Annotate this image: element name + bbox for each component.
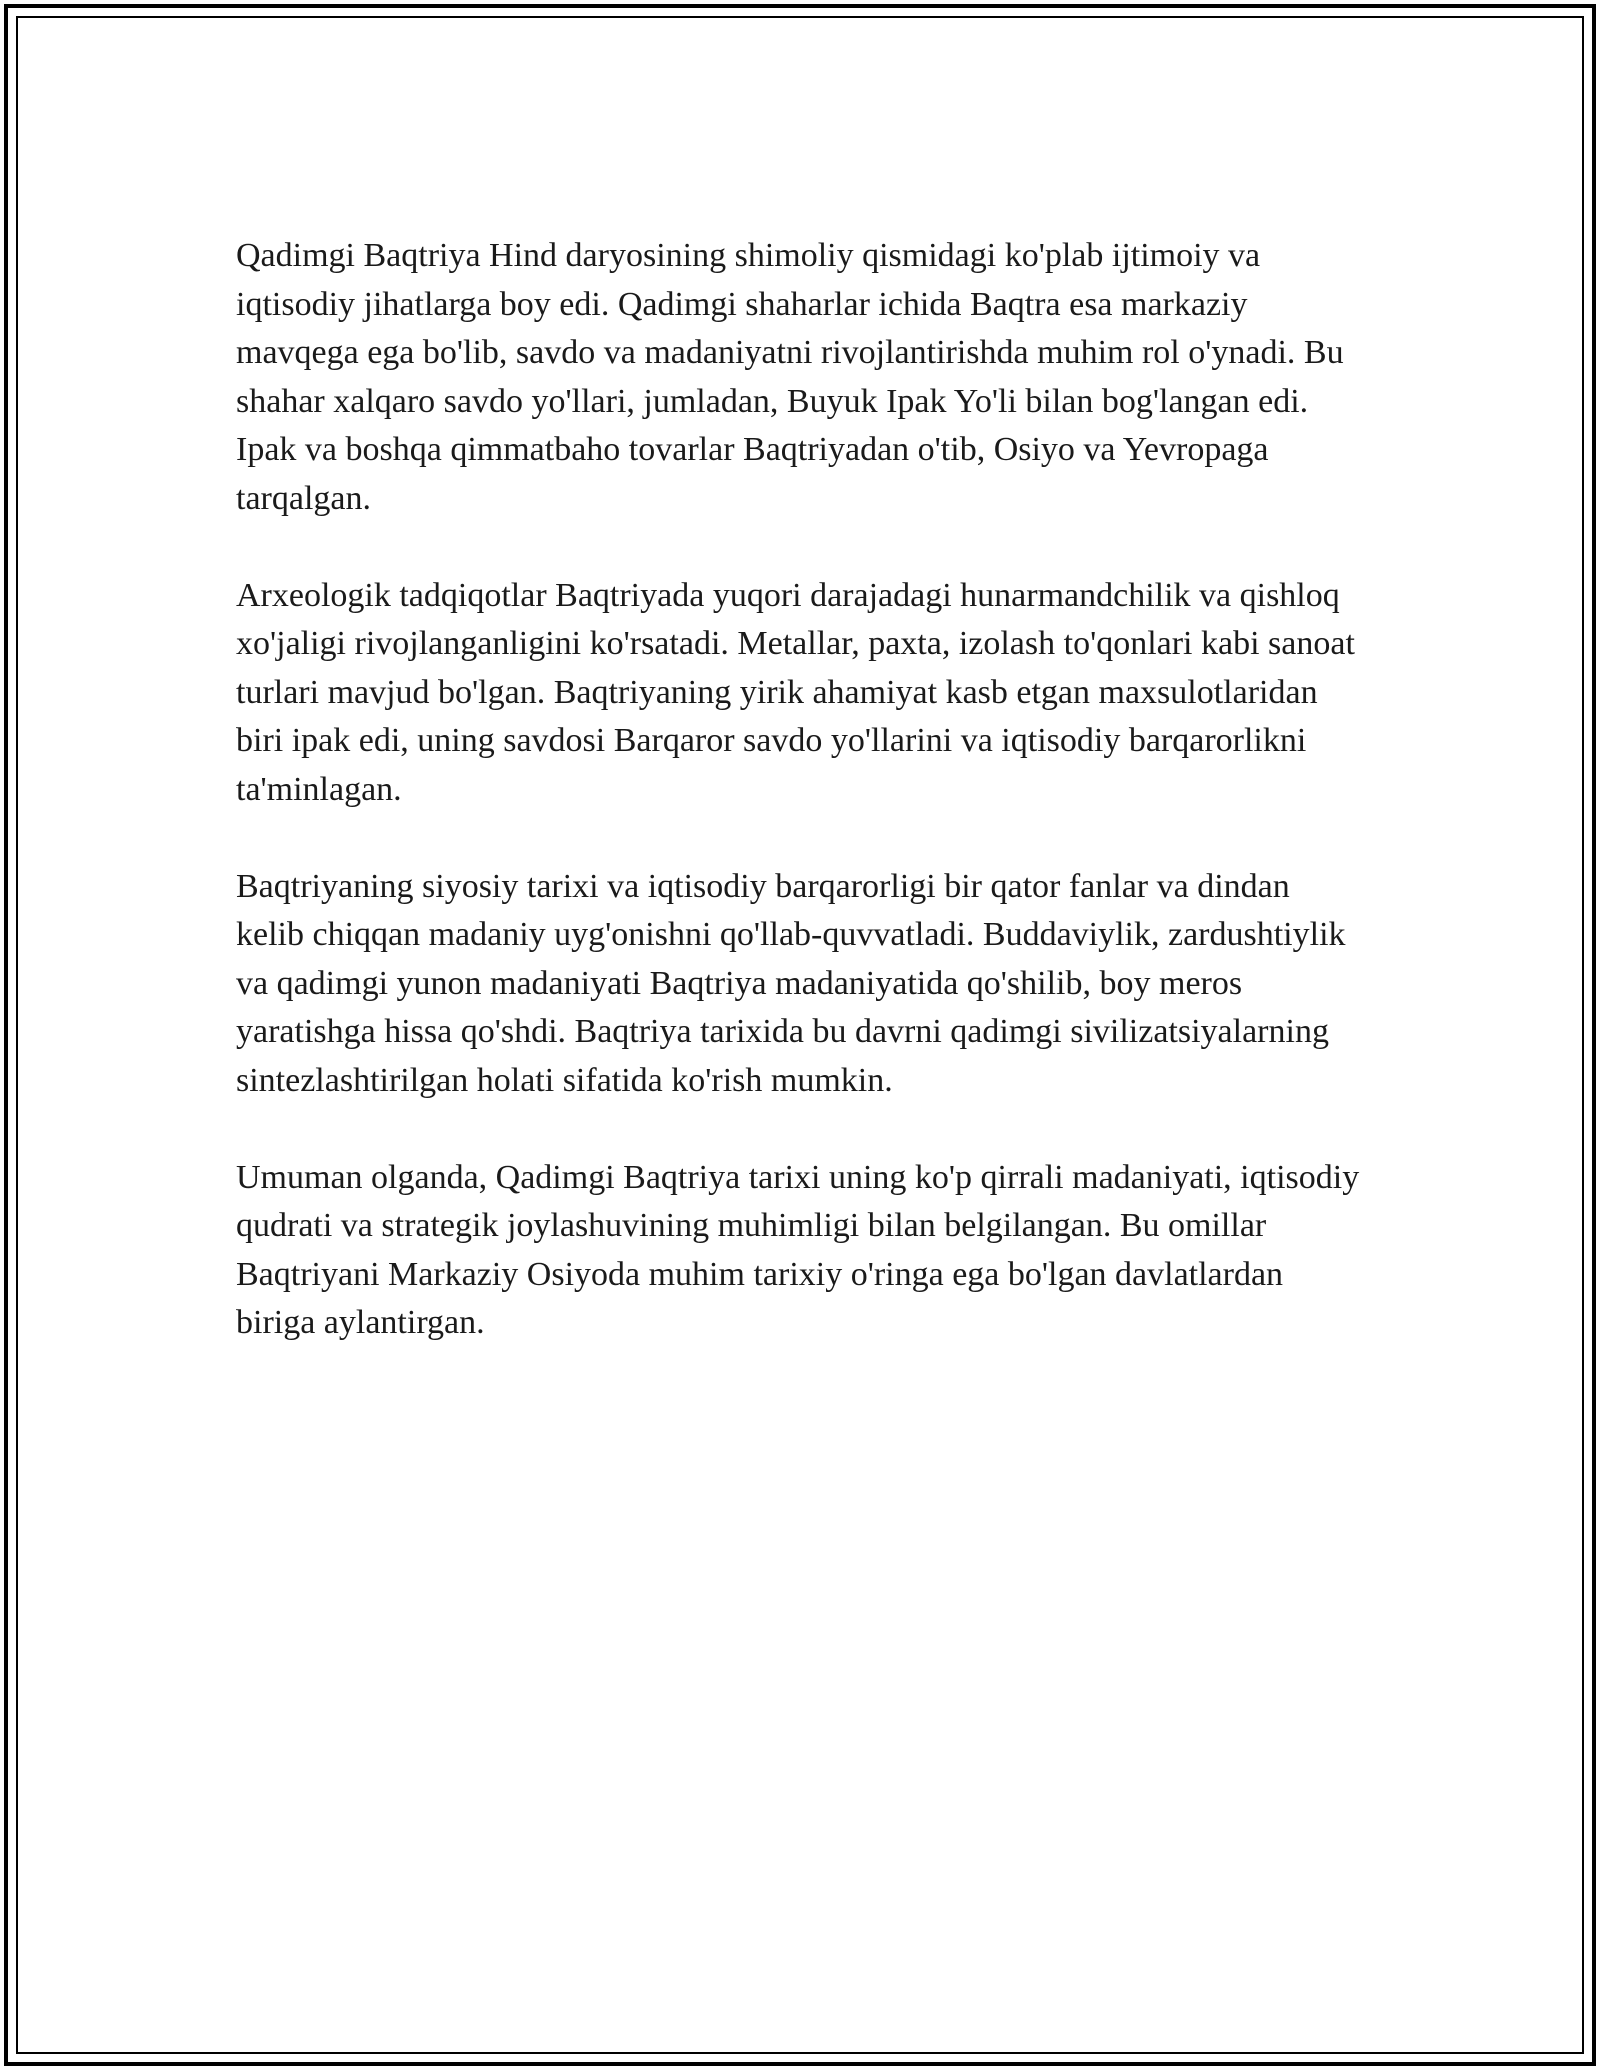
paragraph-1: Qadimgi Baqtriya Hind daryosining shimoliy qismidagi ko'plab ijtimoiy va iqtisodiy jihatlarga boy edi. Qadimgi shaharlar ichida Baqtra esa markaziy mavqega ega bo'lib, savdo va madaniyatni rivojlantirishda muhim rol o'ynadi. Bu shahar xalqaro savdo yo'llari, jumladan, Buyuk Ipak Yo'li bilan bog'langan edi. Ipak va boshqa qimmatbaho tovarlar Baqtriyadan o'tib, Osiyo va Yevropaga tarqalgan. bbox=[236, 237, 1344, 517]
paragraph-3: Baqtriyaning siyosiy tarixi va iqtisodiy barqarorligi bir qator fanlar va dindan kelib chiqqan madaniy uyg'onishni qo'llab-quvvatladi. Buddaviylik, zardushtiylik va qadimgi yunon madaniyati Baqtriya madaniyatida qo'shilib, boy meros yaratishga hissa qo'shdi. Baqtriya tarixida bu davrni qadimgi sivilizatsiyalarning sintezlashtirilgan holati sifatida ko'rish mumkin. bbox=[236, 867, 1346, 1099]
paragraph-2: Arxeologik tadqiqotlar Baqtriyada yuqori darajadagi hunarmandchilik va qishloq xo'jaligi rivojlanganligini ko'rsatadi. Metallar, paxta, izolash to'qonlari kabi sanoat turlari mavjud bo'lgan. Baqtriyaning yirik ahamiyat kasb etgan maxsulotlaridan biri ipak edi, uning savdosi Barqaror savdo yo'llarini va iqtisodiy barqarorlikni ta'minlagan. bbox=[236, 576, 1355, 808]
paragraph-4: Umuman olganda, Qadimgi Baqtriya tarixi uning ko'p qirrali madaniyati, iqtisodiy qudrati va strategik joylashuvining muhimligi bilan belgilangan. Bu omillar Baqtriyani Markaziy Osiyoda muhim tarixiy o'ringa ega bo'lgan davlatlardan biriga aylantirgan. bbox=[236, 1158, 1360, 1341]
document-body bbox=[236, 232, 1366, 1396]
